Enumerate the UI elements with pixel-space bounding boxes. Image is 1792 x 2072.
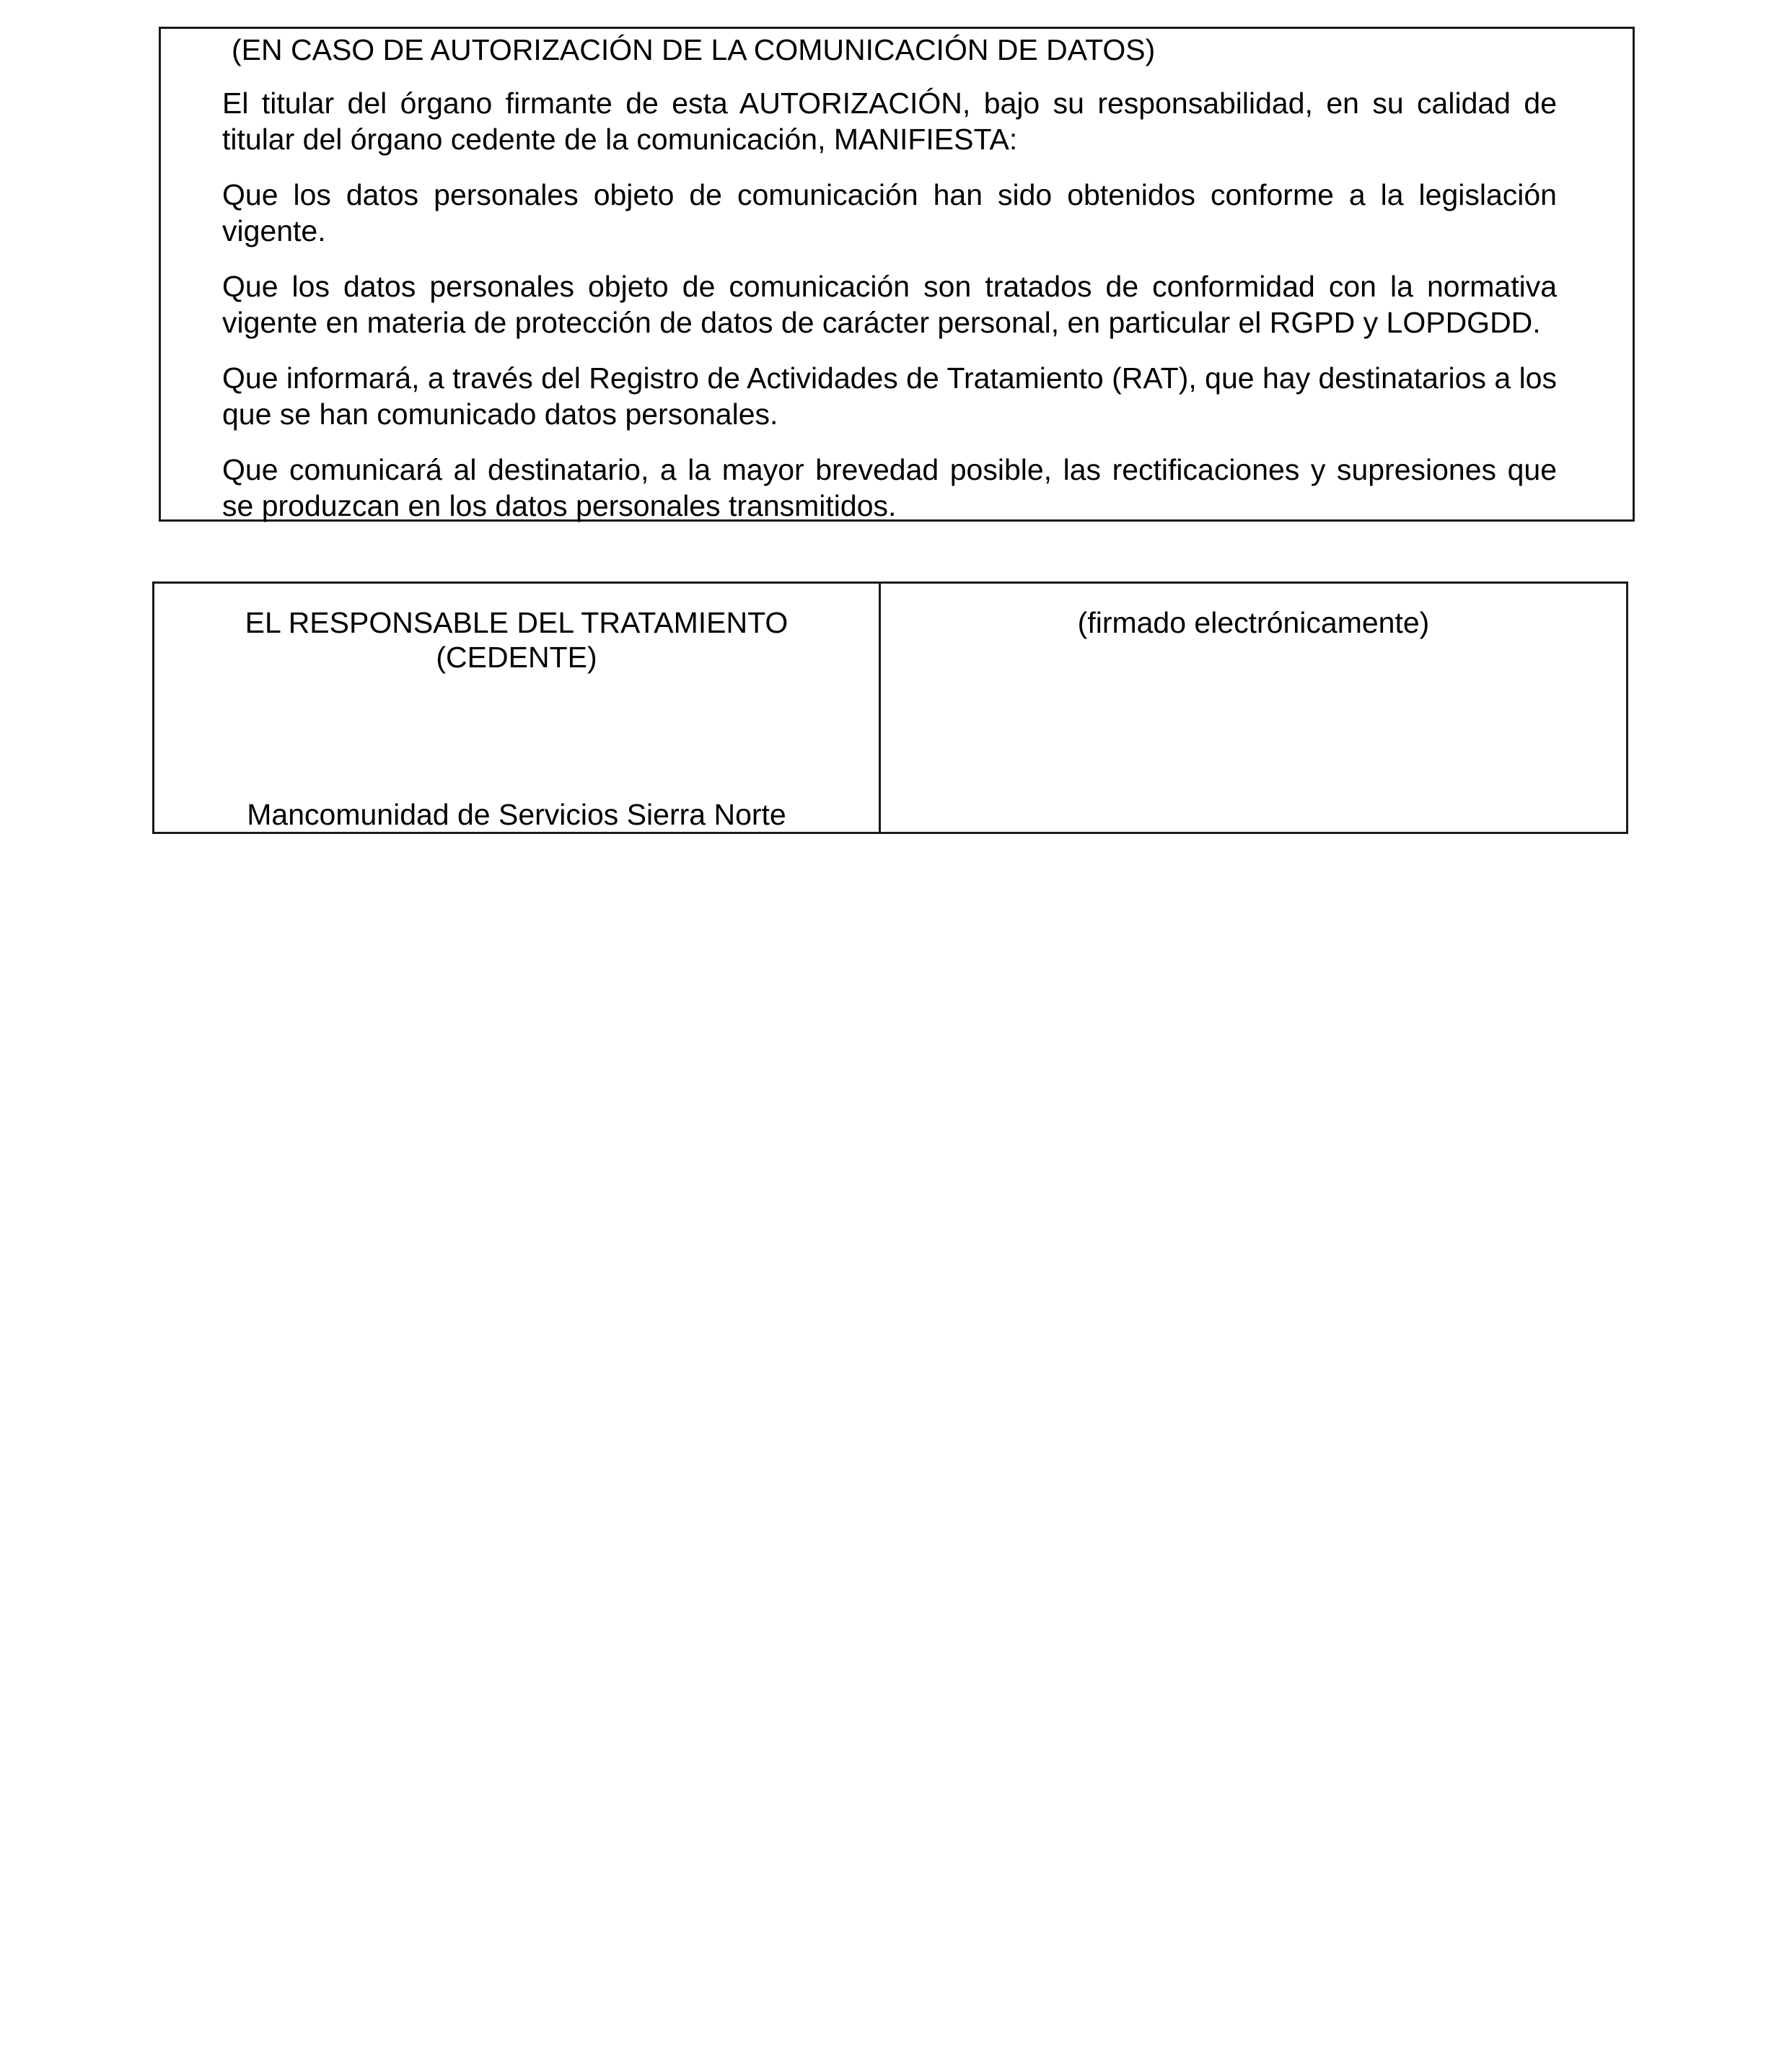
signature-role-line2: (CEDENTE) [436, 641, 597, 674]
signature-signed-note: (firmado electrónicamente) [1077, 606, 1430, 639]
declaration-box [159, 27, 1635, 522]
declaration-paragraph-4: Que informará, a través del Registro de Actividades de Tratamiento (RAT), que hay destinatarios a los que se han comunicado datos personales. [222, 361, 1557, 431]
signature-cell-signed [881, 584, 1626, 832]
declaration-paragraph-1: El titular del órgano firmante de esta AUTORIZACIÓN, bajo su responsabilidad, en su calidad de titular del órgano cedente de la comunicación, MANIFIESTA: [222, 87, 1557, 156]
signature-role [154, 605, 879, 675]
signature-cell-responsible [154, 584, 879, 832]
declaration-heading: (EN CASO DE AUTORIZACIÓN DE LA COMUNICACIÓN DE DATOS) [232, 33, 1156, 66]
declaration-paragraph-3: Que los datos personales objeto de comunicación son tratados de conformidad con la normativa vigente en materia de protección de datos de carácter personal, en particular el RGPD y LOPDGDD. [222, 270, 1557, 339]
declaration-paragraph-5: Que comunicará al destinatario, a la mayor brevedad posible, las rectificaciones y supresiones que se produzcan en los datos personales transmitidos. [222, 453, 1557, 522]
signature-table [152, 581, 1628, 834]
signature-role-line1: EL RESPONSABLE DEL TRATAMIENTO [245, 606, 789, 639]
signature-organization: Mancomunidad de Servicios Sierra Norte [247, 798, 786, 831]
declaration-paragraph-2: Que los datos personales objeto de comunicación han sido obtenidos conforme a la legislación vigente. [222, 178, 1557, 247]
